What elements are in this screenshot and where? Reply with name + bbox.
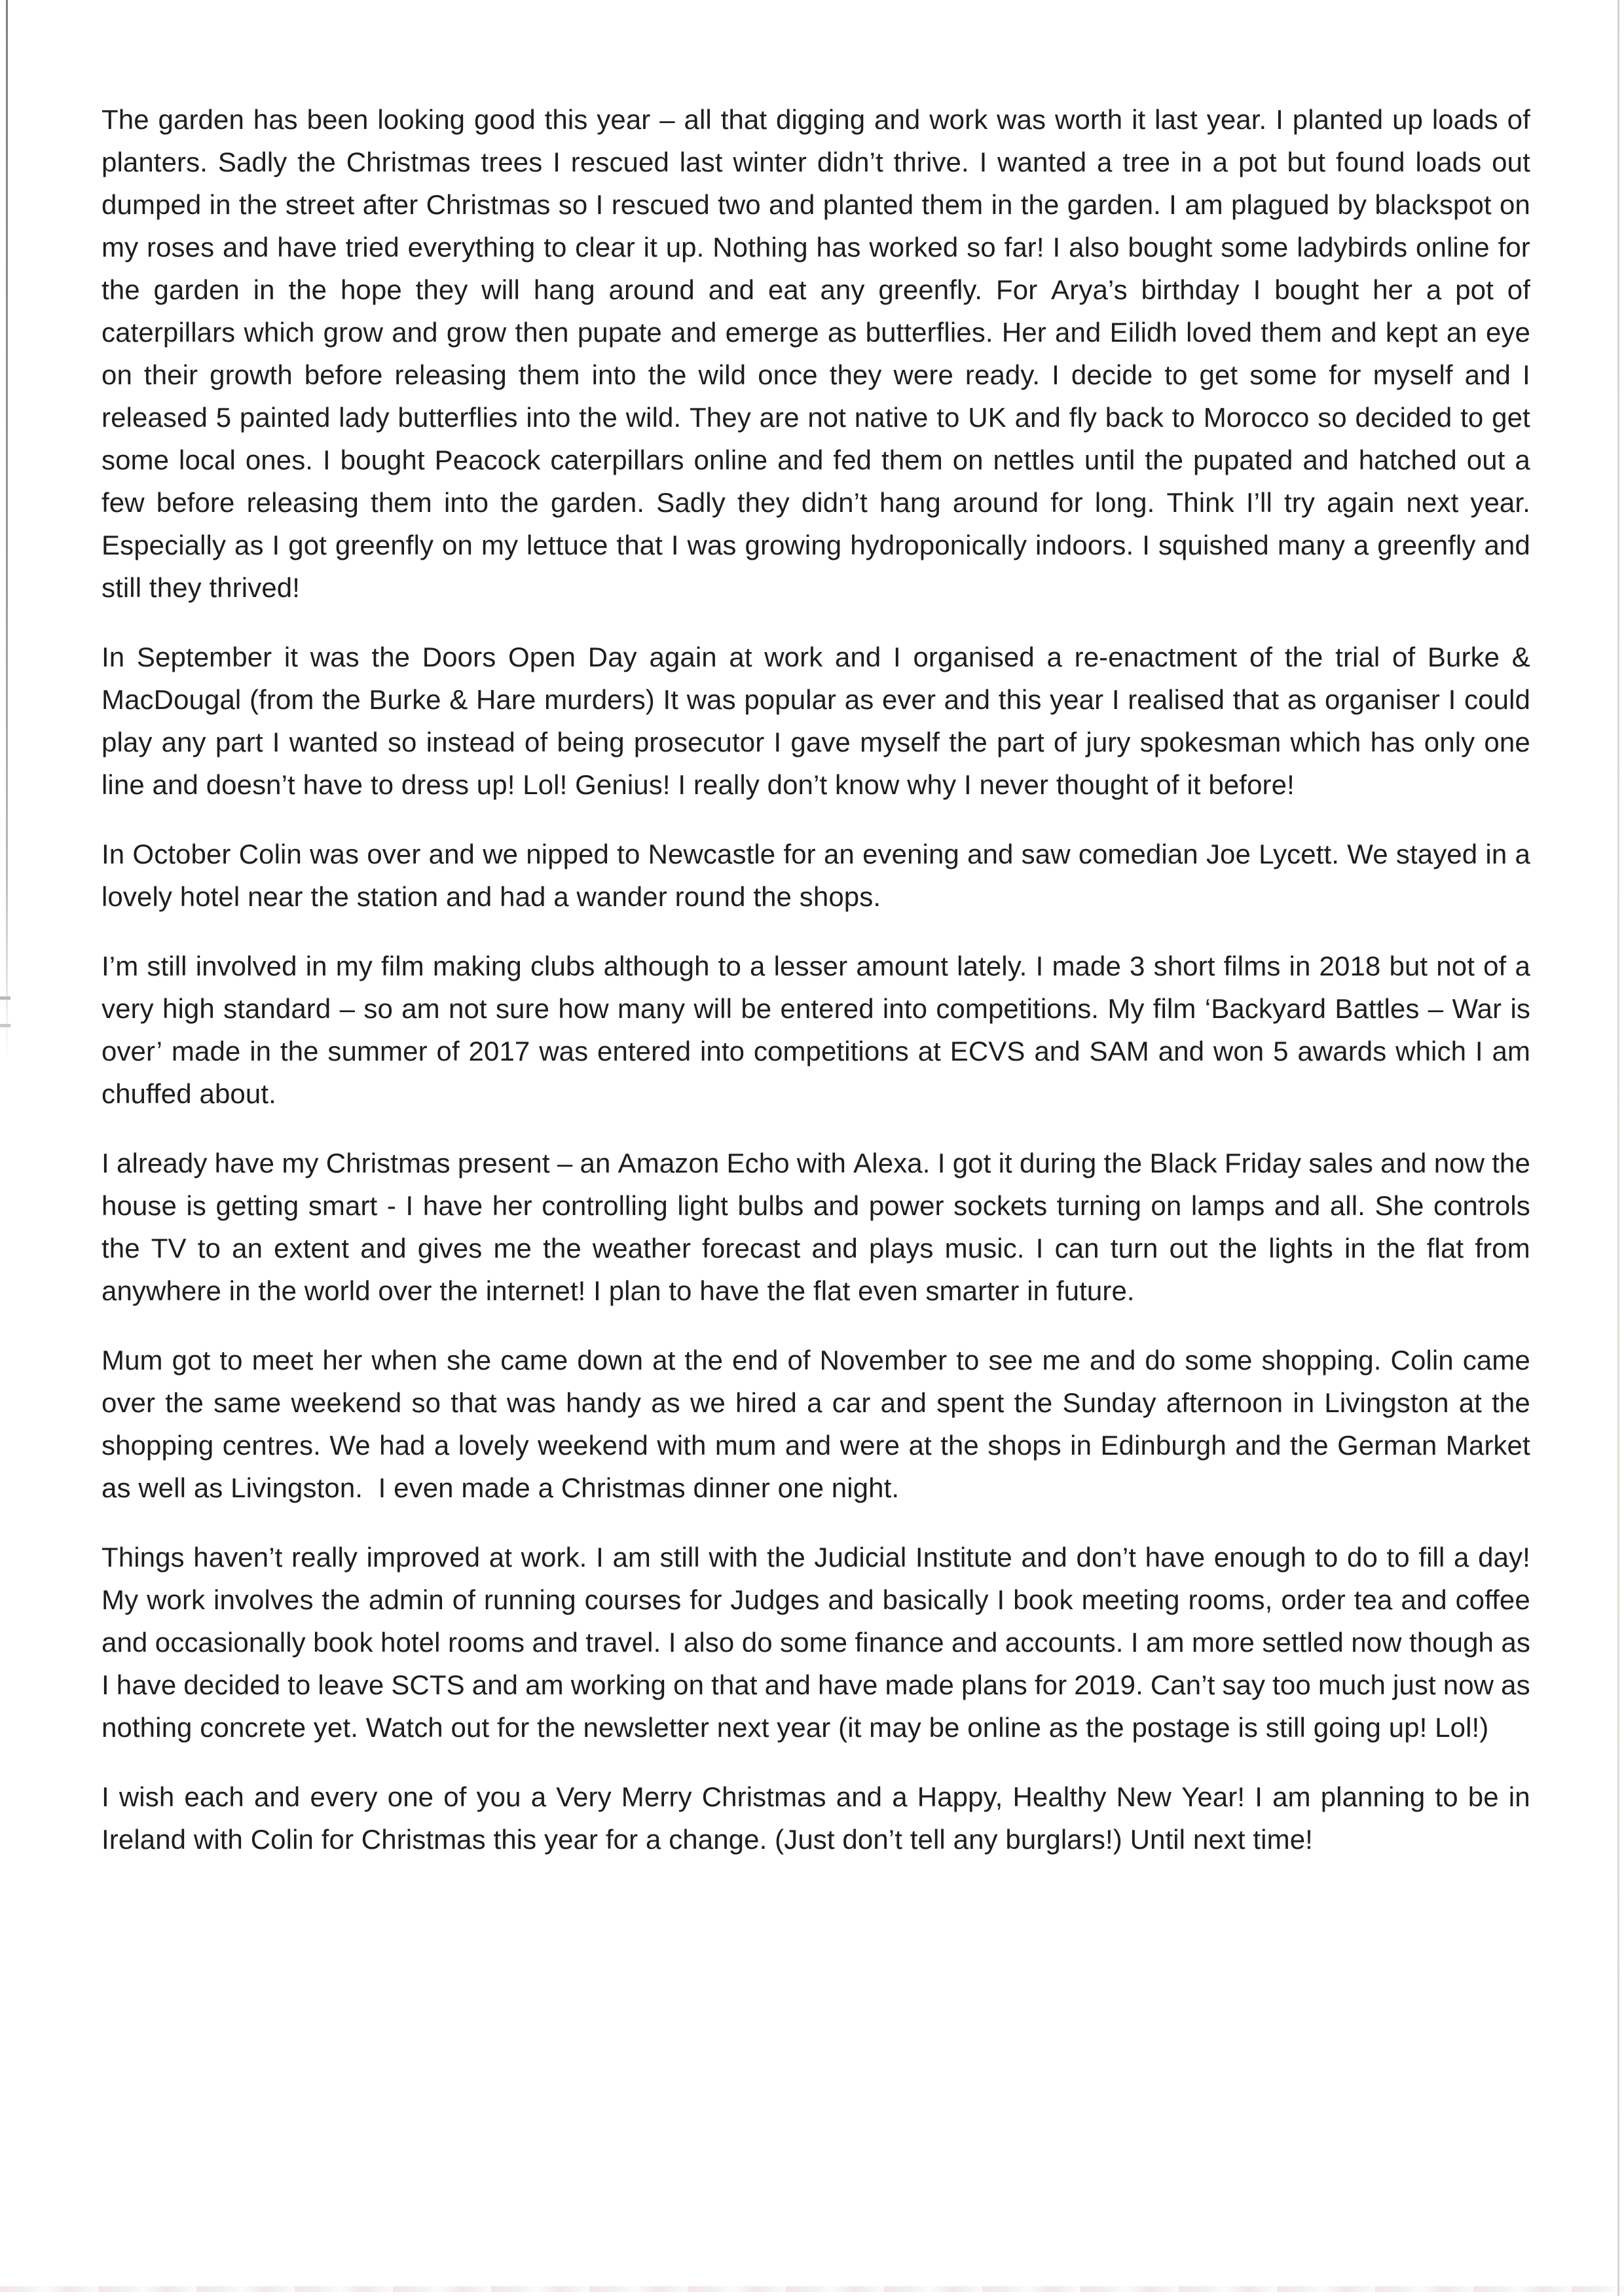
text-line: shopping centres. We had a lovely weekend with mum and were at the shops in Edinburgh and the German Market <box>101 1429 1530 1461</box>
letter-text-column <box>101 98 1530 1887</box>
left-scan-artifact-line <box>6 0 8 1061</box>
text-line: My work involves the admin of running courses for Judges and basically I book meeting rooms, order tea and coffee <box>101 1584 1530 1615</box>
text-line: lovely hotel near the station and had a wander round the shops. <box>101 881 881 912</box>
paragraph-1 <box>101 98 1530 609</box>
text-line: planters. Sadly the Christmas trees I rescued last winter didn’t thrive. I wanted a tree in a pot but found loads out <box>101 146 1530 177</box>
text-line: my roses and have tried everything to clear it up. Nothing has worked so far! I also bought some ladybirds online for <box>101 231 1530 263</box>
text-line: very high standard – so am not sure how many will be entered into competitions. My film ‘Backyard Battles – War is <box>101 993 1530 1024</box>
paragraph-7 <box>101 1536 1530 1749</box>
text-line: over’ made in the summer of 2017 was entered into competitions at ECVS and SAM and won 5 awards which I am <box>101 1035 1530 1066</box>
text-line: The garden has been looking good this year – all that digging and work was worth it last year. I planted up loads of <box>101 103 1530 135</box>
text-line: Things haven’t really improved at work. I am still with the Judicial Institute and don’t have enough to do to fill a day! <box>101 1541 1530 1573</box>
paragraph-5 <box>101 1142 1530 1312</box>
text-line: house is getting smart - I have her controlling light bulbs and power sockets turning on lamps and all. She controls <box>101 1190 1530 1221</box>
paragraph-3 <box>101 833 1530 918</box>
text-line: some local ones. I bought Peacock caterpillars online and fed them on nettles until the pupated and hatched out a <box>101 444 1530 475</box>
text-line: and occasionally book hotel rooms and travel. I also do some finance and accounts. I am more settled now though as <box>101 1626 1530 1658</box>
text-line: I have decided to leave SCTS and am working on that and have made plans for 2019. Can’t say too much just now as <box>101 1669 1530 1700</box>
text-line: on their growth before releasing them into the wild once they were ready. I decide to get some for myself and I <box>101 359 1530 390</box>
right-scan-artifact-line <box>1617 0 1619 2296</box>
text-line: line and doesn’t have to dress up! Lol! Genius! I really don’t know why I never thought of it before! <box>101 769 1295 800</box>
text-line: anywhere in the world over the internet! I plan to have the flat even smarter in future. <box>101 1275 1135 1306</box>
text-line: Ireland with Colin for Christmas this year for a change. (Just don’t tell any burglars!) Until next time! <box>101 1824 1313 1855</box>
bottom-scan-noise-strip <box>0 2286 1624 2292</box>
text-line: over the same weekend so that was handy as we hired a car and spent the Sunday afternoon in Livingston at the <box>101 1387 1530 1418</box>
text-line: the TV to an extent and gives me the weather forecast and plays music. I can turn out the lights in the flat from <box>101 1232 1530 1264</box>
text-line: I’m still involved in my film making clubs although to a lesser amount lately. I made 3 short films in 2018 but not of a <box>101 950 1530 981</box>
paragraph-4 <box>101 945 1530 1115</box>
paragraph-6 <box>101 1339 1530 1509</box>
text-line: released 5 painted lady butterflies into the wild. They are not native to UK and fly back to Morocco so decided to get <box>101 401 1530 433</box>
left-scan-artifact-tick <box>0 996 10 1000</box>
text-line: the garden in the hope they will hang around and eat any greenfly. For Arya’s birthday I bought her a pot of <box>101 274 1530 305</box>
text-line: In October Colin was over and we nipped to Newcastle for an evening and saw comedian Joe Lycett. We stayed in a <box>101 838 1530 869</box>
text-line: I already have my Christmas present – an Amazon Echo with Alexa. I got it during the Black Friday sales and now the <box>101 1147 1530 1178</box>
text-line: dumped in the street after Christmas so I rescued two and planted them in the garden. I am plagued by blackspot on <box>101 189 1530 220</box>
text-line: chuffed about. <box>101 1078 276 1109</box>
text-line: I wish each and every one of you a Very Merry Christmas and a Happy, Healthy New Year! I am planning to be in <box>101 1781 1530 1812</box>
text-line: play any part I wanted so instead of being prosecutor I gave myself the part of jury spokesman which has only one <box>101 726 1530 757</box>
paragraph-8 <box>101 1776 1530 1861</box>
text-line: nothing concrete yet. Watch out for the newsletter next year (it may be online as the postage is still going up! Lol!) <box>101 1712 1489 1743</box>
text-line: caterpillars which grow and grow then pupate and emerge as butterflies. Her and Eilidh loved them and kept an eye <box>101 316 1530 348</box>
text-line: as well as Livingston. I even made a Christmas dinner one night. <box>101 1472 900 1503</box>
text-line: In September it was the Doors Open Day again at work and I organised a re-enactment of the trial of Burke & <box>101 641 1530 672</box>
paragraph-2 <box>101 636 1530 806</box>
text-line: MacDougal (from the Burke & Hare murders) It was popular as ever and this year I realised that as organiser I could <box>101 683 1530 715</box>
text-line: Mum got to meet her when she came down at the end of November to see me and do some shopping. Colin came <box>101 1344 1530 1376</box>
text-line: still they thrived! <box>101 572 301 603</box>
text-line: Especially as I got greenfly on my lettuce that I was growing hydroponically indoors. I squished many a greenfly and <box>101 529 1530 560</box>
text-line: few before releasing them into the garden. Sadly they didn’t hang around for long. Think I’ll try again next year. <box>101 486 1530 518</box>
